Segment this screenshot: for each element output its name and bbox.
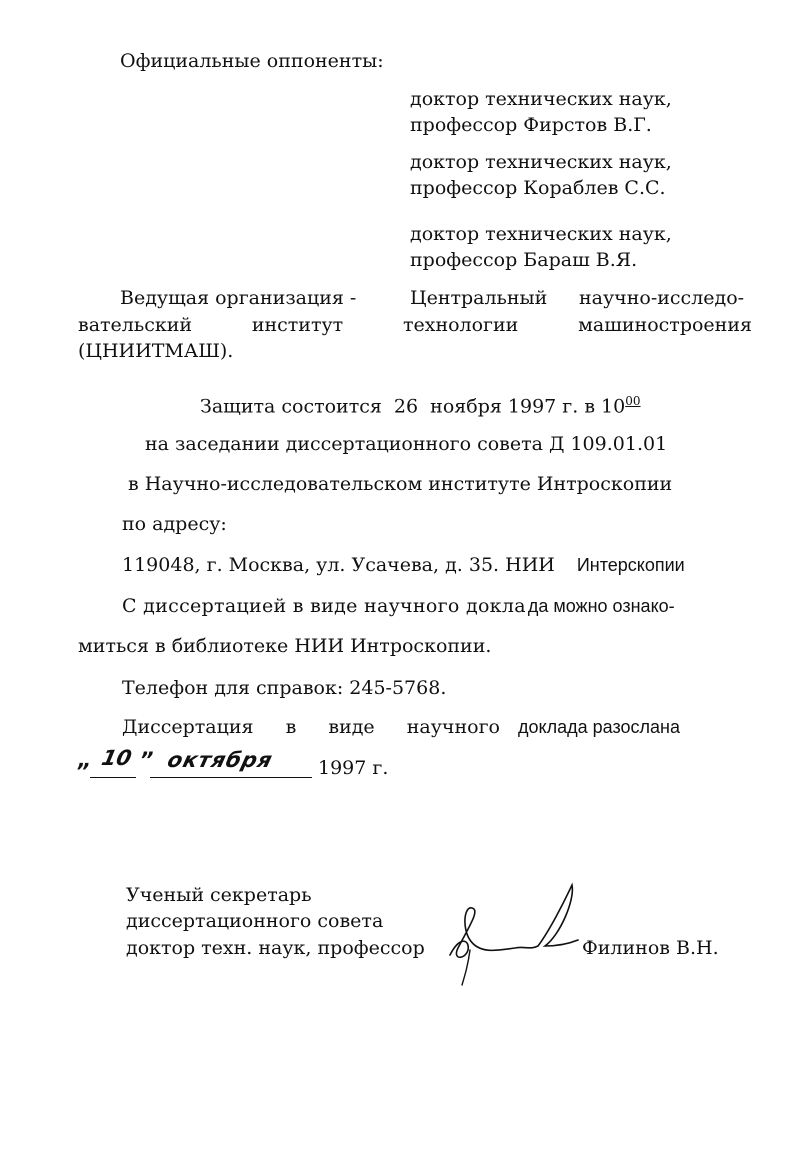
date-quote-open: „ xyxy=(78,748,92,772)
defense-date-text: Защита состоится 26 ноября 1997 г. в 10 xyxy=(200,395,626,418)
leading-org-word-central: Центральный xyxy=(410,287,548,309)
leading-org-word: машиностроения xyxy=(578,314,752,336)
opponent-1-name: профессор Фирстов В.Г. xyxy=(410,114,652,136)
secretary-title: Ученый секретарь xyxy=(126,884,312,906)
defense-time-minutes: 00 xyxy=(625,394,641,408)
date-day-handwritten: 10 xyxy=(99,746,134,770)
secretary-council: диссертационного совета xyxy=(126,910,384,932)
dispatch-word: Диссертация xyxy=(122,716,254,738)
dispatch-word: научного xyxy=(406,716,500,738)
defense-institute: в Научно-исследовательском институте Интроскопии xyxy=(128,473,673,495)
date-year: 1997 г. xyxy=(318,757,389,779)
defense-address-label: по адресу: xyxy=(122,513,227,535)
opponent-3-name: профессор Бараш В.Я. xyxy=(410,249,638,271)
secretary-name: Филинов В.Н. xyxy=(582,937,719,959)
leading-org-word: институт xyxy=(251,314,344,336)
availability-line2: миться в библиотеке НИИ Интроскопии. xyxy=(78,635,492,657)
leading-org-word: вательский xyxy=(78,314,193,336)
date-quote-close: ” xyxy=(140,748,154,772)
defense-council: на заседании диссертационного совета Д 109.01.01 xyxy=(145,433,668,455)
leading-org-word: технологии xyxy=(402,314,519,336)
dispatch-line xyxy=(122,716,680,738)
dispatch-tail: доклада разослана xyxy=(518,717,680,737)
dispatch-word: виде xyxy=(328,716,375,738)
leading-org-word-research: научно-исследо- xyxy=(579,287,745,309)
defense-address xyxy=(122,554,685,576)
opponent-1-degree: доктор технических наук, xyxy=(410,88,672,110)
date-month-handwritten: октября xyxy=(165,748,276,772)
dispatch-word: в xyxy=(285,716,297,738)
date-day-underline xyxy=(90,777,136,778)
signature xyxy=(440,880,580,990)
opponent-2-degree: доктор технических наук, xyxy=(410,151,672,173)
opponent-3-degree: доктор технических наук, xyxy=(410,223,672,245)
secretary-degree: доктор техн. наук, профессор xyxy=(126,937,425,959)
availability-line1 xyxy=(122,595,675,617)
leading-org-line2 xyxy=(78,314,752,336)
opponents-heading: Официальные оппоненты: xyxy=(120,50,384,72)
date-month-underline xyxy=(150,777,312,778)
availability-main: С диссертацией в виде научного докла xyxy=(122,595,526,617)
dispatch-words xyxy=(122,716,500,738)
leading-org-label: Ведущая организация - xyxy=(120,287,357,309)
address-main: 119048, г. Москва, ул. Усачева, д. 35. НИИ xyxy=(122,554,555,576)
phone-line: Телефон для справок: 245-5768. xyxy=(122,677,447,699)
address-tail: Интерскопии xyxy=(576,555,685,575)
defense-date-line xyxy=(200,394,641,417)
availability-tail: да можно ознако- xyxy=(527,596,675,616)
leading-org-abbr: (ЦНИИТМАШ). xyxy=(78,340,234,362)
opponent-2-name: профессор Кораблев С.С. xyxy=(410,177,666,199)
